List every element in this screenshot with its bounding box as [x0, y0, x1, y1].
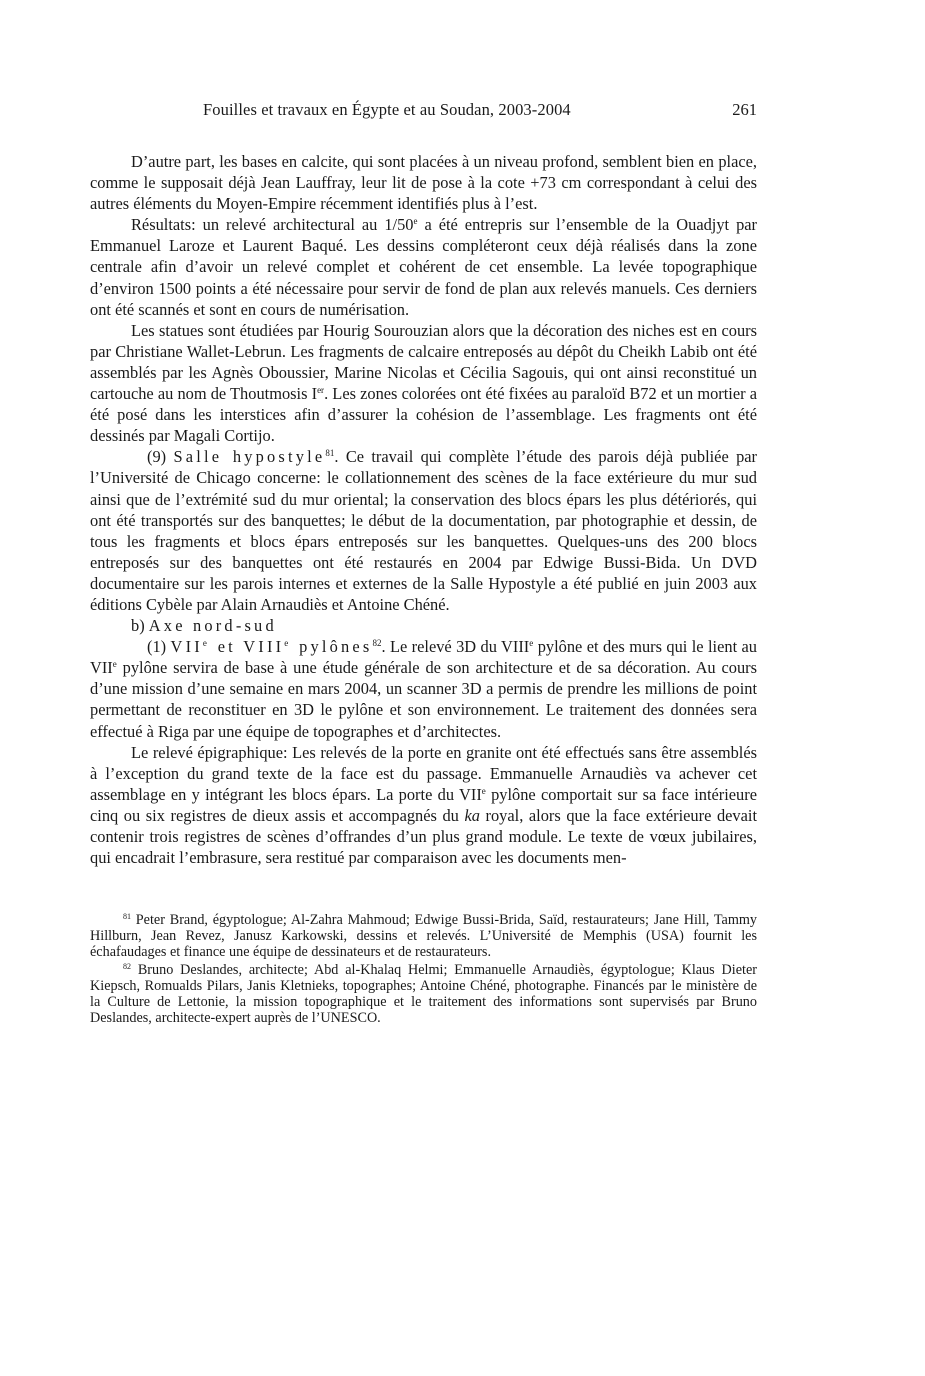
- paragraph-statues: [90, 320, 757, 447]
- footnote-text: Bruno Deslandes, architecte; Abd al-Khalaq Helmi; Emmanuelle Arnaudiès, égyptologue; Klaus Dieter Kiepsch, Romualds Pilars, Janis Kletnieks, topographes; Antoine Chéné, photographe. Financés par le ministère de la Culture de Lettonie, la mission topographique et le traitement des informations sont supervisés par Bruno Deslandes, architecte-expert auprès de l’UNESCO.: [90, 961, 757, 1026]
- superscript: e: [202, 638, 211, 649]
- section-axe-nord-sud: [90, 615, 757, 636]
- paragraph-text: . Ce travail qui complète l’étude des parois déjà publiée par l’Université de Chicago concerne: le collationnement des scènes de la face extérieure du mur sud ainsi que de l’extrémité sud du mur oriental; la conservation des blocs épars les plus détériorés, qui ont été transportés sur des banquettes; le début de la documentation, par photographie et dessin, de tous les fragments et blocs épars entreposés sur les banquettes. Quelques-uns des 200 blocs entreposés sur des banquettes ont été restaurés en 2004 par Edwige Bussi-Bida. Un DVD documentaire sur les parois internes et externes de la Salle Hypostyle a été publié en juin 2003 aux éditions Cybèle par Alain Arnaudiès et Antoine Chéné.: [90, 447, 758, 614]
- footnote-ref-82: 82: [372, 638, 382, 649]
- paragraph-text: . Le relevé 3D du VIII: [381, 637, 530, 657]
- section-heading: Axe nord-sud: [148, 616, 277, 636]
- superscript: er: [317, 385, 325, 396]
- paragraph-text: pylône comportait sur sa face intérieure cinq ou six registres de dieux assis et accompagnés du: [90, 784, 757, 825]
- paragraph-text: royal, alors que la face extérieure devait contenir trois registres de scènes d’offrandes d’un plus grand module. Le texte de vœux jubilaires, qui encadrait l’embrasure, sera restitué par comparaison avec les documents men-: [90, 805, 757, 868]
- section-heading: [171, 637, 373, 656]
- paragraph-text: D’autre part, les bases en calcite, qui sont placées à un niveau profond, semblent bien en place, comme le supposait déjà Jean Lauffray, leur lit de pose à la cote +73 cm correspondant à celui des autres éléments du Moyen-Empire récemment identifiés plus à l’est.: [90, 152, 757, 214]
- paragraph-text: a été entrepris sur l’ensemble de la Ouadjyt par Emmanuel Laroze et Laurent Baqué. Les dessins compléteront ceux déjà réalisés dans la zone centrale afin d’avoir un relevé complet et cohérent de cet ensemble. La levée topographique d’environ 1500 points a été nécessaire pour servir de fond de plan aux relevés manuels. Ces derniers ont été scannés et sont en cours de numérisation.: [90, 215, 757, 319]
- page-number: 261: [732, 100, 757, 119]
- paragraph-releve-epigraphique: [90, 742, 757, 869]
- heading-part: et VIII: [210, 637, 285, 657]
- footnote-number: 81: [123, 912, 131, 922]
- section-number: (9): [147, 447, 174, 467]
- running-header: [90, 98, 757, 122]
- section-salle-hypostyle: [90, 446, 757, 615]
- superscript: e: [413, 216, 418, 227]
- footnote-ref-81: 81: [325, 448, 335, 459]
- paragraph-text: Les statues sont étudiées par Hourig Sourouzian alors que la décoration des niches est en cours par Christiane Wallet-Lebrun. Les fragments de calcaire entreposés au dépôt du Cheikh Labib ont été assemblés par les Agnès Oboussier, Marine Nicolas et Cécilia Sagouis, qui ont ainsi reconstitué un cartouche au nom de Thoutmosis I: [90, 320, 757, 404]
- superscript: e: [529, 638, 534, 649]
- paragraph-text: Résultats: un relevé architectural au 1/50: [131, 215, 414, 235]
- section-pylones: [90, 636, 757, 741]
- page: [90, 98, 757, 1029]
- superscript: e: [481, 785, 486, 796]
- footnote-number: 82: [123, 961, 131, 971]
- body-text: [90, 151, 757, 868]
- superscript: e: [284, 638, 292, 649]
- footnote-text: Peter Brand, égyptologue; Al-Zahra Mahmoud; Edwige Bussi-Brida, Saïd, restaurateurs; Jane Hill, Tammy Hillburn, Jean Revez, Janusz Karkowski, dessins et relevés. L’Université de Memphis (USA) fournit les échafaudages et finance une équipe de dessinateurs et de restaurateurs.: [90, 912, 757, 960]
- paragraph-bases-calcite: [90, 151, 757, 214]
- paragraph-text: . Les zones colorées ont été fixées au paraloïd B72 et un mortier a été posé dans les interstices afin d’assurer la cohésion de l’assemblage. Les fragments ont été dessinés par Magali Cortijo.: [90, 384, 758, 446]
- heading-part: pylônes: [291, 637, 373, 657]
- superscript: e: [112, 659, 117, 670]
- paragraph-text: Le relevé épigraphique: Les relevés de la porte en granite ont été effectués sans être assemblés à l’exception du grand texte de la face est du passage. Emmanuelle Arnaudiès va achever cet assemblage en y intégrant les blocs épars. La porte du VII: [90, 742, 757, 804]
- paragraph-text: pylône servira de base à une étude générale de son architecture et de sa décoration. Au cours d’une mission d’une semaine en mars 2004, un scanner 3D a permis de prendre les millions de point permettant de reconstituer en 3D le pylône et son environnement. Le traitement des données sera effectué à Riga par une équipe de topographes et d’architectes.: [90, 658, 757, 741]
- heading-part: VII: [170, 637, 203, 657]
- footnote-82: [90, 963, 757, 1027]
- section-heading: Salle hypostyle: [173, 447, 326, 467]
- section-number: b): [131, 616, 149, 636]
- running-title: Fouilles et travaux en Égypte et au Soudan, 2003-2004: [203, 100, 571, 119]
- paragraph-resultats: [90, 214, 757, 319]
- section-number: (1): [147, 637, 171, 657]
- italic-term: ka: [464, 805, 480, 825]
- footnotes: [90, 913, 757, 1026]
- paragraph-text: pylône et des murs qui le lient au VII: [90, 637, 757, 678]
- footnote-81: [90, 913, 757, 961]
